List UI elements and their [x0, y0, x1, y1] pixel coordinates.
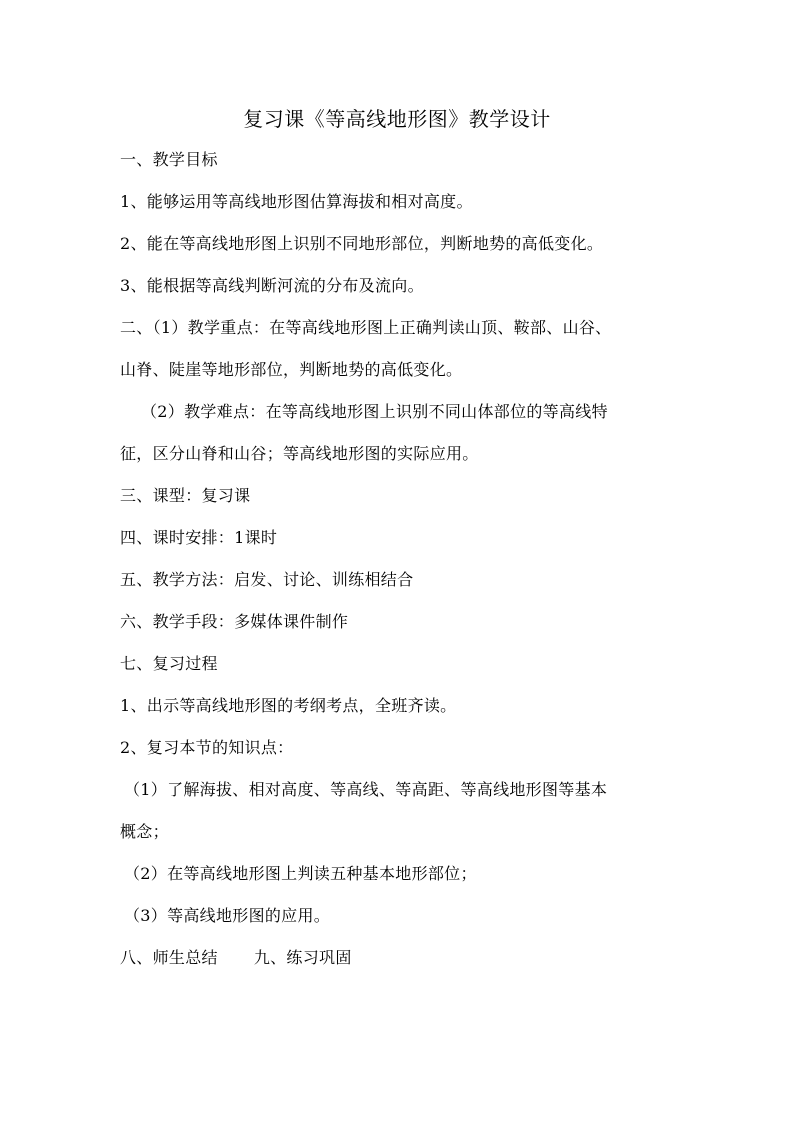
- section-heading-process: 七、复习过程: [120, 654, 218, 673]
- lesson-type: 三、课型：复习课: [120, 486, 251, 505]
- key-points-line-1: 二、（1）教学重点：在等高线地形图上正确判读山顶、鞍部、山谷、: [120, 318, 612, 337]
- process-item-2: 2、复习本节的知识点：: [120, 738, 294, 757]
- knowledge-point-1-line-1: （1）了解海拔、相对高度、等高线、等高距、等高线地形图等基本: [124, 780, 608, 799]
- difficulties-line-2: 征，区分山脊和山谷；等高线地形图的实际应用。: [120, 444, 479, 463]
- key-points-line-2: 山脊、陡崖等地形部位，判断地势的高低变化。: [120, 360, 463, 379]
- objective-item-3: 3、能根据等高线判断河流的分布及流向。: [120, 276, 424, 295]
- teaching-method: 五、教学方法：启发、讨论、训练相结合: [120, 570, 414, 589]
- knowledge-point-1-line-2: 概念；: [120, 822, 169, 841]
- knowledge-point-3: （3）等高线地形图的应用。: [124, 906, 331, 925]
- process-item-1: 1、出示等高线地形图的考纲考点，全班齐读。: [120, 696, 457, 715]
- document-title: 复习课《等高线地形图》教学设计: [243, 107, 551, 131]
- practice-heading: 九、练习巩固: [253, 948, 352, 967]
- knowledge-point-2: （2）在等高线地形图上判读五种基本地形部位；: [124, 864, 477, 883]
- teaching-means: 六、教学手段：多媒体课件制作: [120, 612, 349, 631]
- class-hours: 四、课时安排：1课时: [120, 528, 278, 547]
- section-heading-objectives: 一、教学目标: [120, 150, 218, 169]
- difficulties-line-1: （2）教学难点：在等高线地形图上识别不同山体部位的等高线特: [141, 402, 608, 421]
- objective-item-1: 1、能够运用等高线地形图估算海拔和相对高度。: [120, 192, 473, 211]
- summary-heading: 八、师生总结: [120, 948, 218, 967]
- objective-item-2: 2、能在等高线地形图上识别不同地形部位，判断地势的高低变化。: [120, 234, 604, 253]
- final-sections-line: [120, 946, 352, 970]
